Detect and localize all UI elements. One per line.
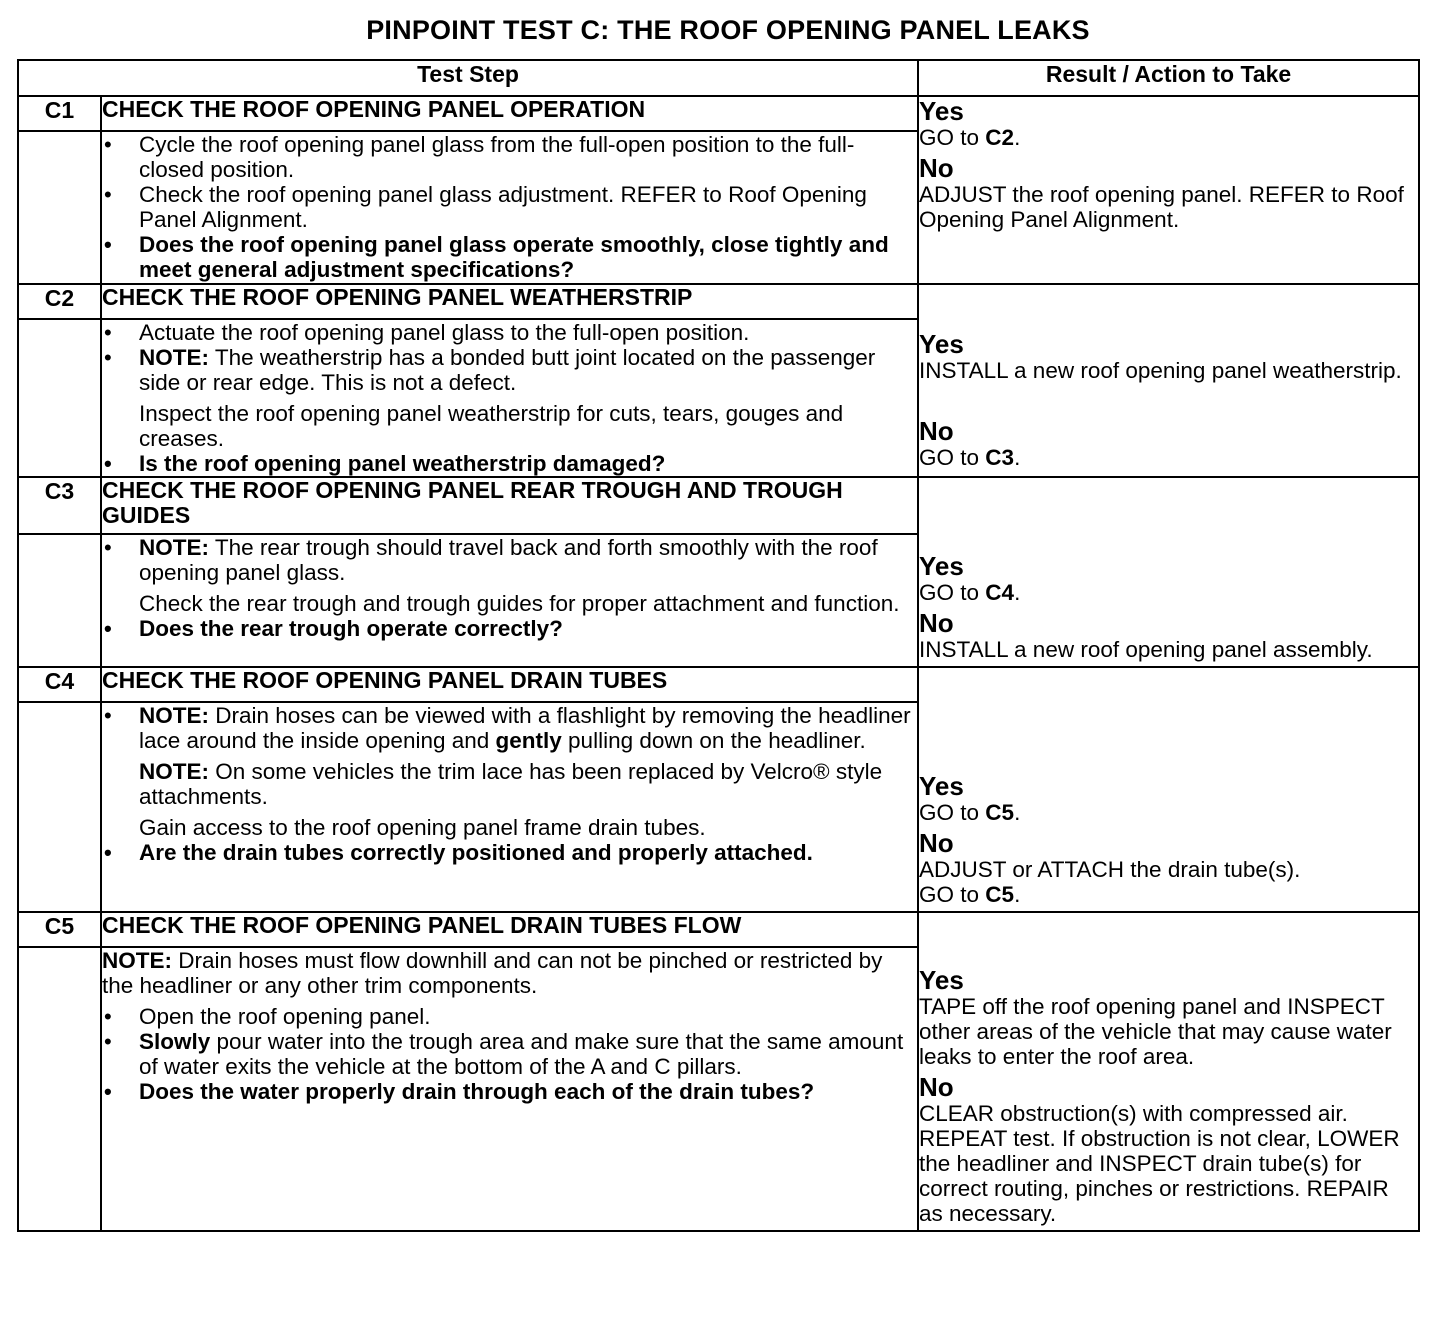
pinpoint-test-table <box>17 59 1420 1232</box>
step-heading: CHECK THE ROOF OPENING PANEL WEATHERSTRIP <box>101 284 918 319</box>
step-c1-body <box>101 131 918 284</box>
step-c5-body <box>101 947 918 1231</box>
no-label: No <box>919 416 954 446</box>
step-c4-header-row <box>18 667 1419 702</box>
step-c3-result <box>918 477 1419 667</box>
step-c3-body <box>101 534 918 667</box>
step-id: C4 <box>18 667 101 702</box>
yes-action: GO to C2. <box>919 125 1021 150</box>
step-id-spacer <box>18 319 101 477</box>
step-c3-header-row <box>18 477 1419 534</box>
header-result: Result / Action to Take <box>918 60 1419 96</box>
step-heading: CHECK THE ROOF OPENING PANEL REAR TROUGH AND TROUGH GUIDES <box>101 477 918 534</box>
yes-action: TAPE off the roof opening panel and INSPECT other areas of the vehicle that may cause water leaks to enter the roof area. <box>919 994 1392 1069</box>
no-label: No <box>919 828 954 858</box>
bullet-question: • Are the drain tubes correctly positioned and properly attached. <box>102 840 917 865</box>
no-label: No <box>919 153 954 183</box>
step-c1-header-row <box>18 96 1419 131</box>
yes-label: Yes <box>919 551 964 581</box>
bullet-item: • Check the roof opening panel glass adjustment. REFER to Roof Opening Panel Alignment. <box>102 182 917 232</box>
indented-text: Inspect the roof opening panel weatherstrip for cuts, tears, gouges and creases. <box>139 401 844 451</box>
bullet-note: • NOTE: The weatherstrip has a bonded butt joint located on the passenger side or rear edge. This is not a defect. <box>102 345 917 395</box>
yes-action: GO to C5. <box>919 800 1021 825</box>
no-label: No <box>919 1072 954 1102</box>
no-action: ADJUST or ATTACH the drain tube(s). GO to C5. <box>919 857 1301 907</box>
header-test-step: Test Step <box>18 60 918 96</box>
no-action: INSTALL a new roof opening panel assembly. <box>919 637 1373 662</box>
yes-action: GO to C4. <box>919 580 1021 605</box>
no-action: CLEAR obstruction(s) with compressed air. REPEAT test. If obstruction is not clear, LOWER the headliner and INSPECT drain tube(s) for correct routing, pinches or restrictions. REPAIR as necessary. <box>919 1101 1400 1226</box>
no-label: No <box>919 608 954 638</box>
step-id-spacer <box>18 702 101 912</box>
step-c4-result <box>918 667 1419 912</box>
step-c5-result <box>918 912 1419 1231</box>
step-heading: CHECK THE ROOF OPENING PANEL DRAIN TUBES <box>101 667 918 702</box>
step-heading: CHECK THE ROOF OPENING PANEL DRAIN TUBES FLOW <box>101 912 918 947</box>
indented-text: Gain access to the roof opening panel frame drain tubes. <box>139 815 706 840</box>
step-c2-header-row <box>18 284 1419 319</box>
step-id: C3 <box>18 477 101 534</box>
step-c2-result <box>918 284 1419 477</box>
bullet-question: • Does the rear trough operate correctly? <box>102 616 917 641</box>
page-title: PINPOINT TEST C: THE ROOF OPENING PANEL LEAKS <box>366 15 1090 45</box>
indented-note: NOTE: On some vehicles the trim lace has been replaced by Velcro® style attachments. <box>139 759 883 809</box>
step-heading: CHECK THE ROOF OPENING PANEL OPERATION <box>101 96 918 131</box>
table-header-row <box>18 60 1419 96</box>
bullet-item: • Slowly pour water into the trough area and make sure that the same amount of water exits the vehicle at the bottom of the A and C pillars. <box>102 1029 917 1079</box>
bullet-question: • Does the water properly drain through each of the drain tubes? <box>102 1079 917 1104</box>
yes-action: INSTALL a new roof opening panel weatherstrip. <box>919 358 1402 383</box>
step-c5-header-row <box>18 912 1419 947</box>
yes-label: Yes <box>919 771 964 801</box>
step-id-spacer <box>18 131 101 284</box>
step-c1-result <box>918 96 1419 284</box>
step-id: C2 <box>18 284 101 319</box>
step-id-spacer <box>18 534 101 667</box>
bullet-item: • Open the roof opening panel. <box>102 1004 917 1029</box>
bullet-question: • Does the roof opening panel glass operate smoothly, close tightly and meet general adjustment specifications? <box>102 232 917 282</box>
step-id-spacer <box>18 947 101 1231</box>
indented-text: Check the rear trough and trough guides for proper attachment and function. <box>139 591 900 616</box>
bullet-item: • Actuate the roof opening panel glass to the full-open position. <box>102 320 917 345</box>
note-text: NOTE: Drain hoses must flow downhill and can not be pinched or restricted by the headliner or any other trim components. <box>102 948 883 998</box>
yes-label: Yes <box>919 329 964 359</box>
bullet-question: • Is the roof opening panel weatherstrip damaged? <box>102 451 917 476</box>
step-id: C5 <box>18 912 101 947</box>
yes-label: Yes <box>919 96 964 126</box>
step-c2-body <box>101 319 918 477</box>
bullet-note: • NOTE: Drain hoses can be viewed with a flashlight by removing the headliner lace around the inside opening and gently pulling down on the headliner. <box>102 703 917 753</box>
yes-label: Yes <box>919 965 964 995</box>
step-id: C1 <box>18 96 101 131</box>
step-c4-body <box>101 702 918 912</box>
no-action: ADJUST the roof opening panel. REFER to Roof Opening Panel Alignment. <box>919 182 1404 232</box>
no-action: GO to C3. <box>919 445 1021 470</box>
bullet-item: • Cycle the roof opening panel glass from the full-open position to the full-closed position. <box>102 132 917 182</box>
bullet-note: • NOTE: The rear trough should travel back and forth smoothly with the roof opening panel glass. <box>102 535 917 585</box>
